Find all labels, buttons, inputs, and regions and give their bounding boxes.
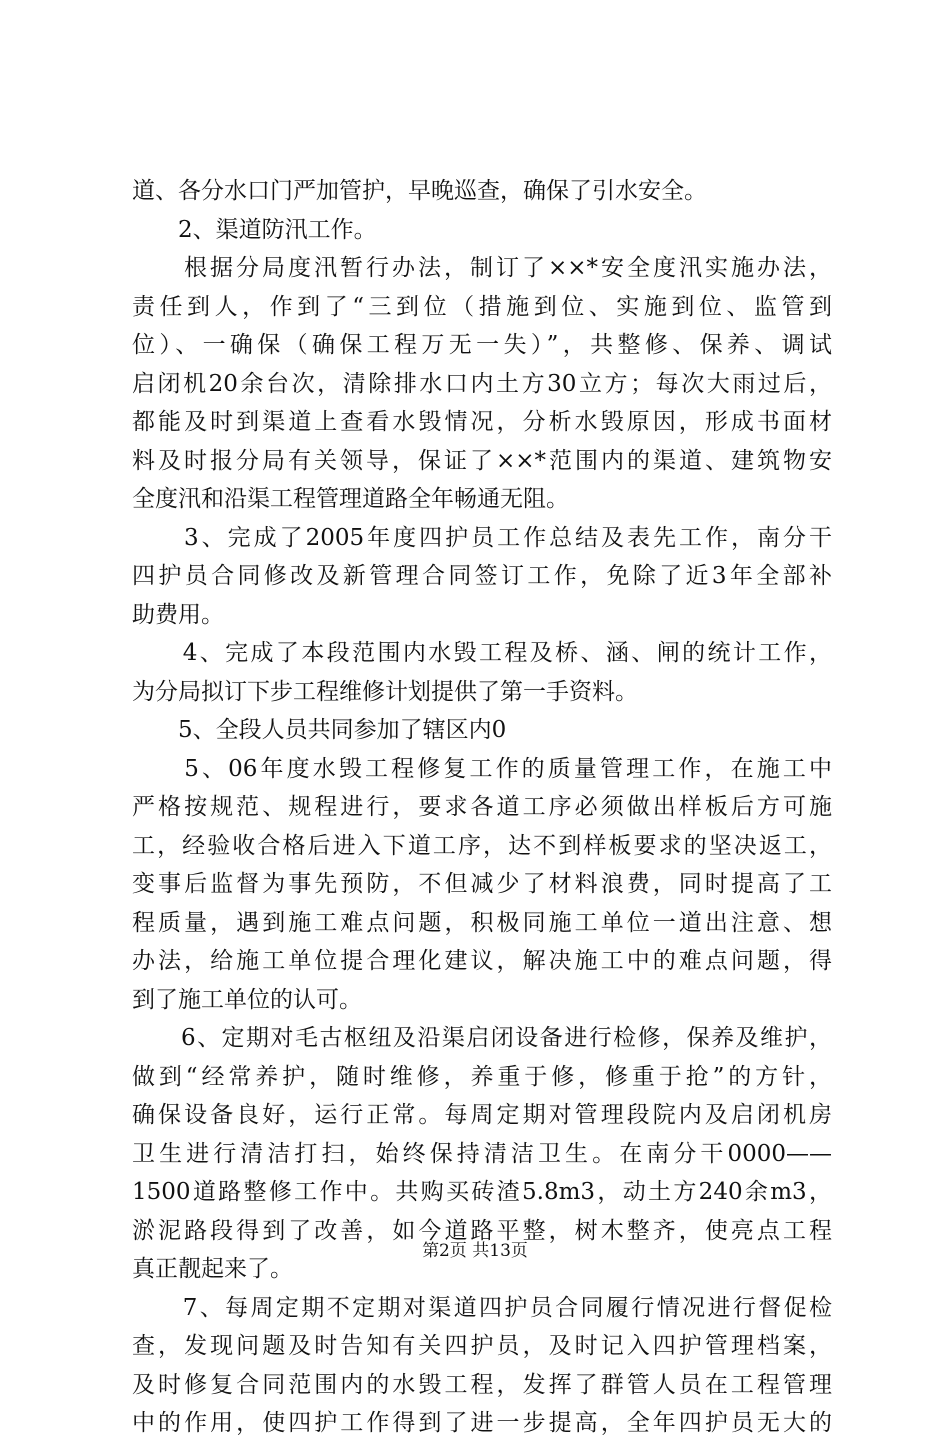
text-line: 严格按规范、规程进行，要求各道工序必须做出样板后方可施 [132, 794, 832, 820]
text-line: 1500道路整修工作中。共购买砖渣5.8m3，动土方240余m3， [132, 1179, 832, 1205]
text-line: 淤泥路段得到了改善，如今道路平整，树木整齐，使亮点工程 [132, 1217, 832, 1244]
text-line: 办法，给施工单位提合理化建议，解决施工中的难点问题，得 [132, 948, 832, 974]
text-line: 及时修复合同范围内的水毁工程，发挥了群管人员在工程管理 [132, 1371, 832, 1398]
text-line: 工，经验收合格后进入下道工序，达不到样板要求的坚决返工， [132, 832, 832, 859]
text-line: 四护员合同修改及新管理合同签订工作，免除了近3年全部补 [132, 563, 832, 589]
text-line: 料及时报分局有关领导，保证了××*范围内的渠道、建筑物安 [132, 447, 832, 474]
text-line: 责任到人，作到了“三到位（措施到位、实施到位、监管到 [132, 293, 832, 320]
text-line: 6、定期对毛古枢纽及沿渠启闭设备进行检修，保养及维护， [132, 1025, 832, 1051]
text-line: 确保设备良好，运行正常。每周定期对管理段院内及启闭机房 [132, 1102, 832, 1128]
text-line: 位）、一确保（确保工程万无一失）”，共整修、保养、调试 [132, 332, 832, 358]
text-line: 道、各分水口门严加管护，早晚巡查，确保了引水安全。 [132, 178, 707, 204]
text-line: 为分局拟订下步工程维修计划提供了第一手资料。 [132, 678, 638, 705]
text-line: 中的作用，使四护工作得到了进一步提高，全年四护员无大的 [132, 1410, 832, 1436]
text-line: 启闭机20余台次，清除排水口内土方30立方；每次大雨过后， [132, 370, 832, 397]
text-line: 7、每周定期不定期对渠道四护员合同履行情况进行督促检 [132, 1294, 832, 1321]
text-line: 4、完成了本段范围内水毁工程及桥、涵、闸的统计工作， [132, 640, 832, 666]
text-line: 程质量，遇到施工难点问题，积极同施工单位一道出注意、想 [132, 909, 832, 936]
text-line: 助费用。 [132, 601, 224, 628]
text-line: 3、完成了2005年度四护员工作总结及表先工作，南分干 [132, 524, 832, 551]
text-line: 5、06年度水毁工程修复工作的质量管理工作，在施工中 [132, 755, 832, 782]
text-line: 做到“经常养护，随时维修，养重于修，修重于抢”的方针， [132, 1063, 832, 1090]
section-heading: 2、渠道防汛工作。 [132, 216, 377, 243]
text-line: 变事后监督为事先预防，不但减少了材料浪费，同时提高了工 [132, 871, 832, 897]
page-number-footer: 第2页 共13页 [422, 1241, 528, 1261]
text-line: 真正靓起来了。 [132, 1256, 293, 1282]
text-line: 都能及时到渠道上查看水毁情况，分析水毁原因，形成书面材 [132, 409, 832, 435]
text-line: 到了施工单位的认可。 [132, 986, 362, 1013]
text-line: 5、全段人员共同参加了辖区内0 [132, 717, 507, 743]
text-line: 查，发现问题及时告知有关四护员，及时记入四护管理档案， [132, 1333, 832, 1359]
text-line: 根据分局度汛暂行办法，制订了××*安全度汛实施办法， [132, 255, 832, 281]
text-line: 全度汛和沿渠工程管理道路全年畅通无阻。 [132, 486, 569, 512]
text-line: 卫生进行清洁打扫，始终保持清洁卫生。在南分干0000—— [132, 1140, 832, 1167]
